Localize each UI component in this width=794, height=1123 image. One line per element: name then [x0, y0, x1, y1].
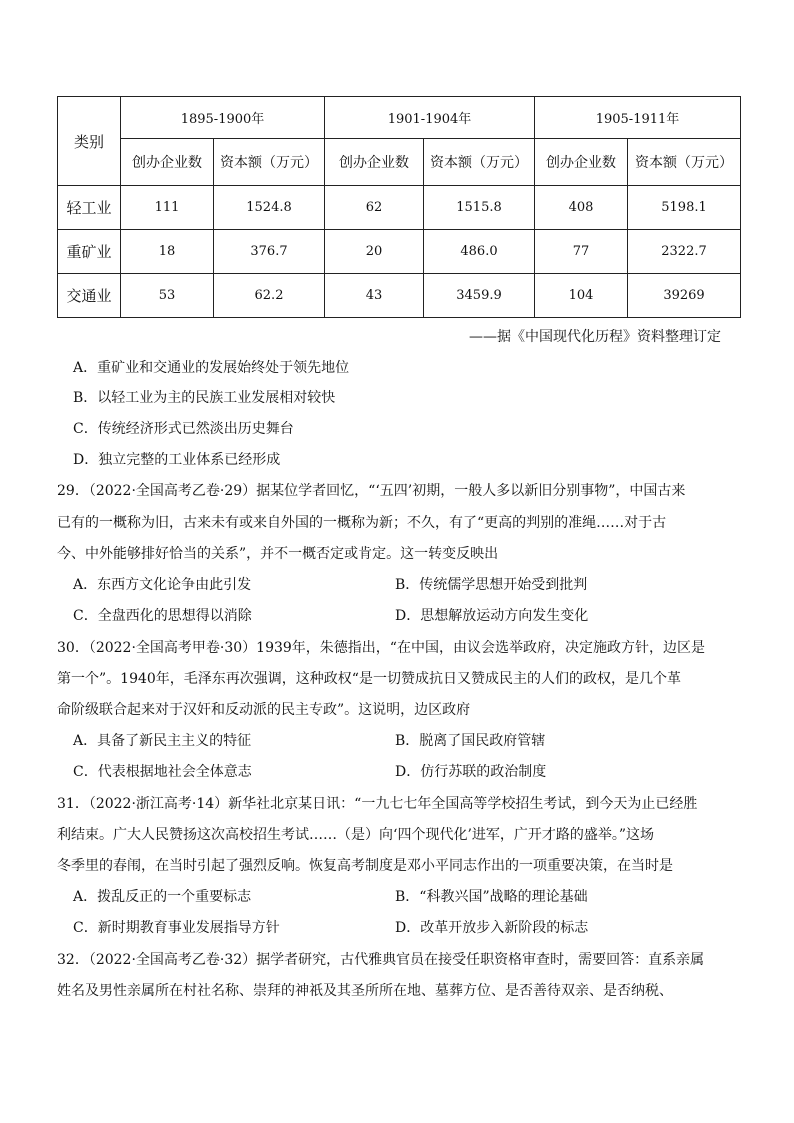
table-cell: 104 — [535, 274, 628, 318]
q32-stem-line: 32．（2022·全国高考乙卷·32）据学者研究，古代雅典官员在接受任职资格审查时，需要回答：直系亲属 — [57, 952, 705, 968]
sub-header-count: 创办企业数 — [121, 139, 214, 186]
q31-option-c: C．新时期教育事业发展指导方针 — [73, 920, 280, 936]
q30-stem-line: 第一个”。1940年，毛泽东再次强调，这种政权“是一切赞成抗日又赞成民主的人们的政权，是几个革 — [57, 671, 681, 687]
table-cell: 39269 — [628, 274, 741, 318]
period-header: 1905-1911年 — [535, 97, 741, 139]
q30-option-d: D．仿行苏联的政治制度 — [395, 764, 547, 780]
table-cell: 2322.7 — [628, 230, 741, 274]
row-label: 交通业 — [58, 274, 121, 318]
q29-stem-line: 29．（2022·全国高考乙卷·29）据某位学者回忆，“‘五四’初期，一般人多以新旧分别事物”，中国古来 — [57, 483, 686, 499]
period-header: 1901-1904年 — [325, 97, 535, 139]
q31-option-b: B．“科教兴国”战略的理论基础 — [395, 889, 588, 905]
table-cell: 18 — [121, 230, 214, 274]
sub-header-count: 创办企业数 — [535, 139, 628, 186]
table-cell: 62 — [325, 186, 424, 230]
table-cell: 20 — [325, 230, 424, 274]
table-cell: 1524.8 — [214, 186, 325, 230]
q30-stem-line: 命阶级联合起来对于汉奸和反动派的民主专政”。这说明，边区政府 — [57, 702, 471, 718]
q32-stem-line: 姓名及男性亲属所在村社名称、崇拜的神祇及其圣所所在地、墓葬方位、是否善待双亲、是否纳税、 — [57, 983, 673, 999]
row-label: 轻工业 — [58, 186, 121, 230]
sub-header-count: 创办企业数 — [325, 139, 424, 186]
q30-option-b: B．脱离了国民政府管辖 — [395, 733, 546, 749]
table-cell: 5198.1 — [628, 186, 741, 230]
table-cell: 43 — [325, 274, 424, 318]
q30-option-c: C．代表根据地社会全体意志 — [73, 764, 252, 780]
q31-option-a: A．拨乱反正的一个重要标志 — [73, 889, 252, 905]
sub-header-capital: 资本额（万元） — [214, 139, 325, 186]
table-row — [58, 274, 741, 318]
q31-stem-line: 利结束。广大人民赞扬这次高校招生考试……（是）向‘四个现代化’进军，广开才路的盛举。”这场 — [57, 827, 655, 843]
q29-option-c: C．全盘西化的思想得以消除 — [73, 608, 252, 624]
row-label: 重矿业 — [58, 230, 121, 274]
q28-option-d: D．独立完整的工业体系已经形成 — [73, 452, 281, 468]
q28-option-c: C．传统经济形式已然淡出历史舞台 — [73, 421, 294, 437]
sub-header-capital: 资本额（万元） — [628, 139, 741, 186]
q28-option-b: B．以轻工业为主的民族工业发展相对较快 — [73, 390, 336, 406]
table-row — [58, 186, 741, 230]
period-header: 1895-1900年 — [121, 97, 325, 139]
table-cell: 376.7 — [214, 230, 325, 274]
table-cell: 111 — [121, 186, 214, 230]
table-cell: 408 — [535, 186, 628, 230]
table-cell: 62.2 — [214, 274, 325, 318]
table-cell: 3459.9 — [424, 274, 535, 318]
table-cell: 486.0 — [424, 230, 535, 274]
q31-stem-line: 冬季里的春闱，在当时引起了强烈反响。恢复高考制度是邓小平同志作出的一项重要决策，在当时是 — [57, 858, 673, 874]
enterprise-table — [57, 96, 741, 318]
q31-stem-line: 31．（2022·浙江高考·14）新华社北京某日讯：“一九七七年全国高等学校招生考试，到今天为止已经胜 — [57, 796, 698, 812]
q30-stem-line: 30．（2022·全国高考甲卷·30）1939年，朱德指出，“在中国，由议会选举政府，决定施政方针，边区是 — [57, 640, 705, 656]
table-cell: 77 — [535, 230, 628, 274]
q31-option-d: D．改革开放步入新阶段的标志 — [395, 920, 589, 936]
table-cell: 1515.8 — [424, 186, 535, 230]
q29-stem-line: 今、中外能够排好恰当的关系”，并不一概否定或肯定。这一转变反映出 — [57, 546, 499, 562]
q28-option-a: A．重矿业和交通业的发展始终处于领先地位 — [73, 360, 350, 376]
table-row — [58, 230, 741, 274]
q29-option-a: A．东西方文化论争由此引发 — [73, 577, 252, 593]
table-cell: 53 — [121, 274, 214, 318]
sub-header-capital: 资本额（万元） — [424, 139, 535, 186]
q29-option-d: D．思想解放运动方向发生变化 — [395, 608, 589, 624]
category-header: 类别 — [58, 97, 121, 186]
q30-option-a: A．具备了新民主主义的特征 — [73, 733, 252, 749]
table-source: ——据《中国现代化历程》资料整理订定 — [469, 329, 721, 345]
q29-stem-line: 已有的一概称为旧，古来未有或来自外国的一概称为新；不久，有了“更高的判别的准绳……对于古 — [57, 515, 667, 531]
q29-option-b: B．传统儒学思想开始受到批判 — [395, 577, 588, 593]
